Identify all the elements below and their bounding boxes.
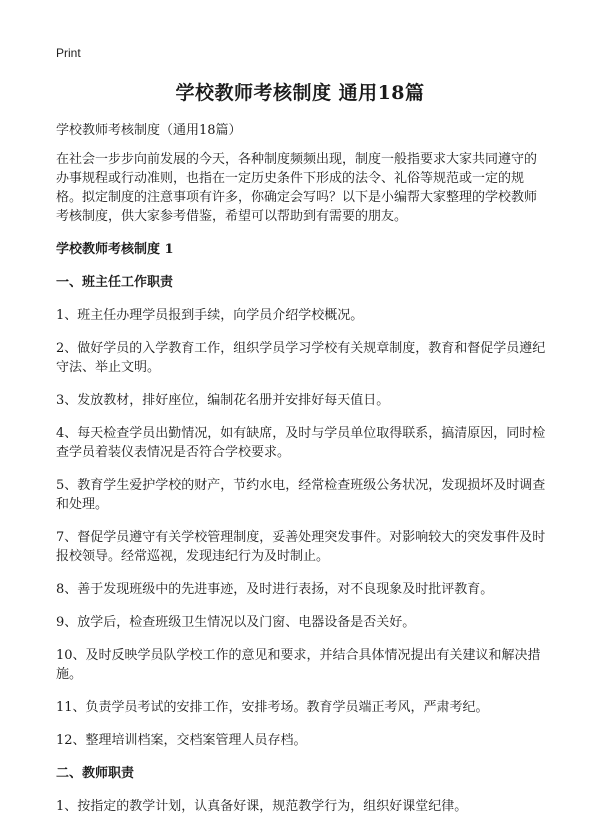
article-body xyxy=(56,121,548,830)
list-item: 4、每天检查学员出勤情况，如有缺席，及时与学员单位取得联系，搞清原因，同时检查学员着装仪表情况是否符合学校要求。 xyxy=(56,426,546,460)
list-item: 10、及时反映学员队学校工作的意见和要求，并结合具体情况提出有关建议和解决措施。 xyxy=(56,648,541,682)
list-item: 5、教育学生爱护学校的财产，节约水电，经常检查班级公务状况，发现损坏及时调查和处理。 xyxy=(56,478,546,512)
list-item: 12、整理培训档案，交档案管理人员存档。 xyxy=(56,733,307,748)
intro-paragraph: 在社会一步步向前发展的今天，各种制度频频出现，制度一般指要求大家共同遵守的办事规程或行动准则，也指在一定历史条件下形成的法令、礼俗等规范或一定的规格。拟定制度的注意事项有许多，你确定会写吗？以下是小编帮大家整理的学校教师考核制度，供大家参考借鉴，希望可以帮助到有需要的朋友。 xyxy=(56,152,538,224)
list-item: 1、按指定的教学计划，认真备好课，规范教学行为，组织好课堂纪律。 xyxy=(56,799,468,814)
list-item: 2、做好学员的入学教育工作，组织学员学习学校有关规章制度，教育和督促学员遵纪守法、举止文明。 xyxy=(56,341,546,375)
section-heading: 学校教师考核制度 1 xyxy=(56,242,174,257)
list-item: 3、发放教材，排好座位，编制花名册并安排好每天值日。 xyxy=(56,393,390,408)
page-title: 学校教师考核制度 通用18篇 xyxy=(175,82,425,104)
article-subtitle: 学校教师考核制度（通用18篇） xyxy=(56,123,242,138)
print-link[interactable]: Print xyxy=(56,46,81,60)
list-item: 9、放学后，检查班级卫生情况以及门窗、电器设备是否关好。 xyxy=(56,615,416,630)
list-item: 7、督促学员遵守有关学校管理制度，妥善处理突发事件。对影响较大的突发事件及时报校领导。经常巡视，发现违纪行为及时制止。 xyxy=(56,530,546,564)
list-item: 1、班主任办理学员报到手续，向学员介绍学校概况。 xyxy=(56,308,364,323)
list-item: 11、负责学员考试的安排工作，安排考场。教育学员端正考风，严肃考纪。 xyxy=(56,700,489,715)
section-title-2: 二、教师职责 xyxy=(56,766,135,781)
section-title-1: 一、班主任工作职责 xyxy=(56,275,174,290)
list-item: 8、善于发现班级中的先进事迹，及时进行表扬，对不良现象及时批评教育。 xyxy=(56,582,494,597)
